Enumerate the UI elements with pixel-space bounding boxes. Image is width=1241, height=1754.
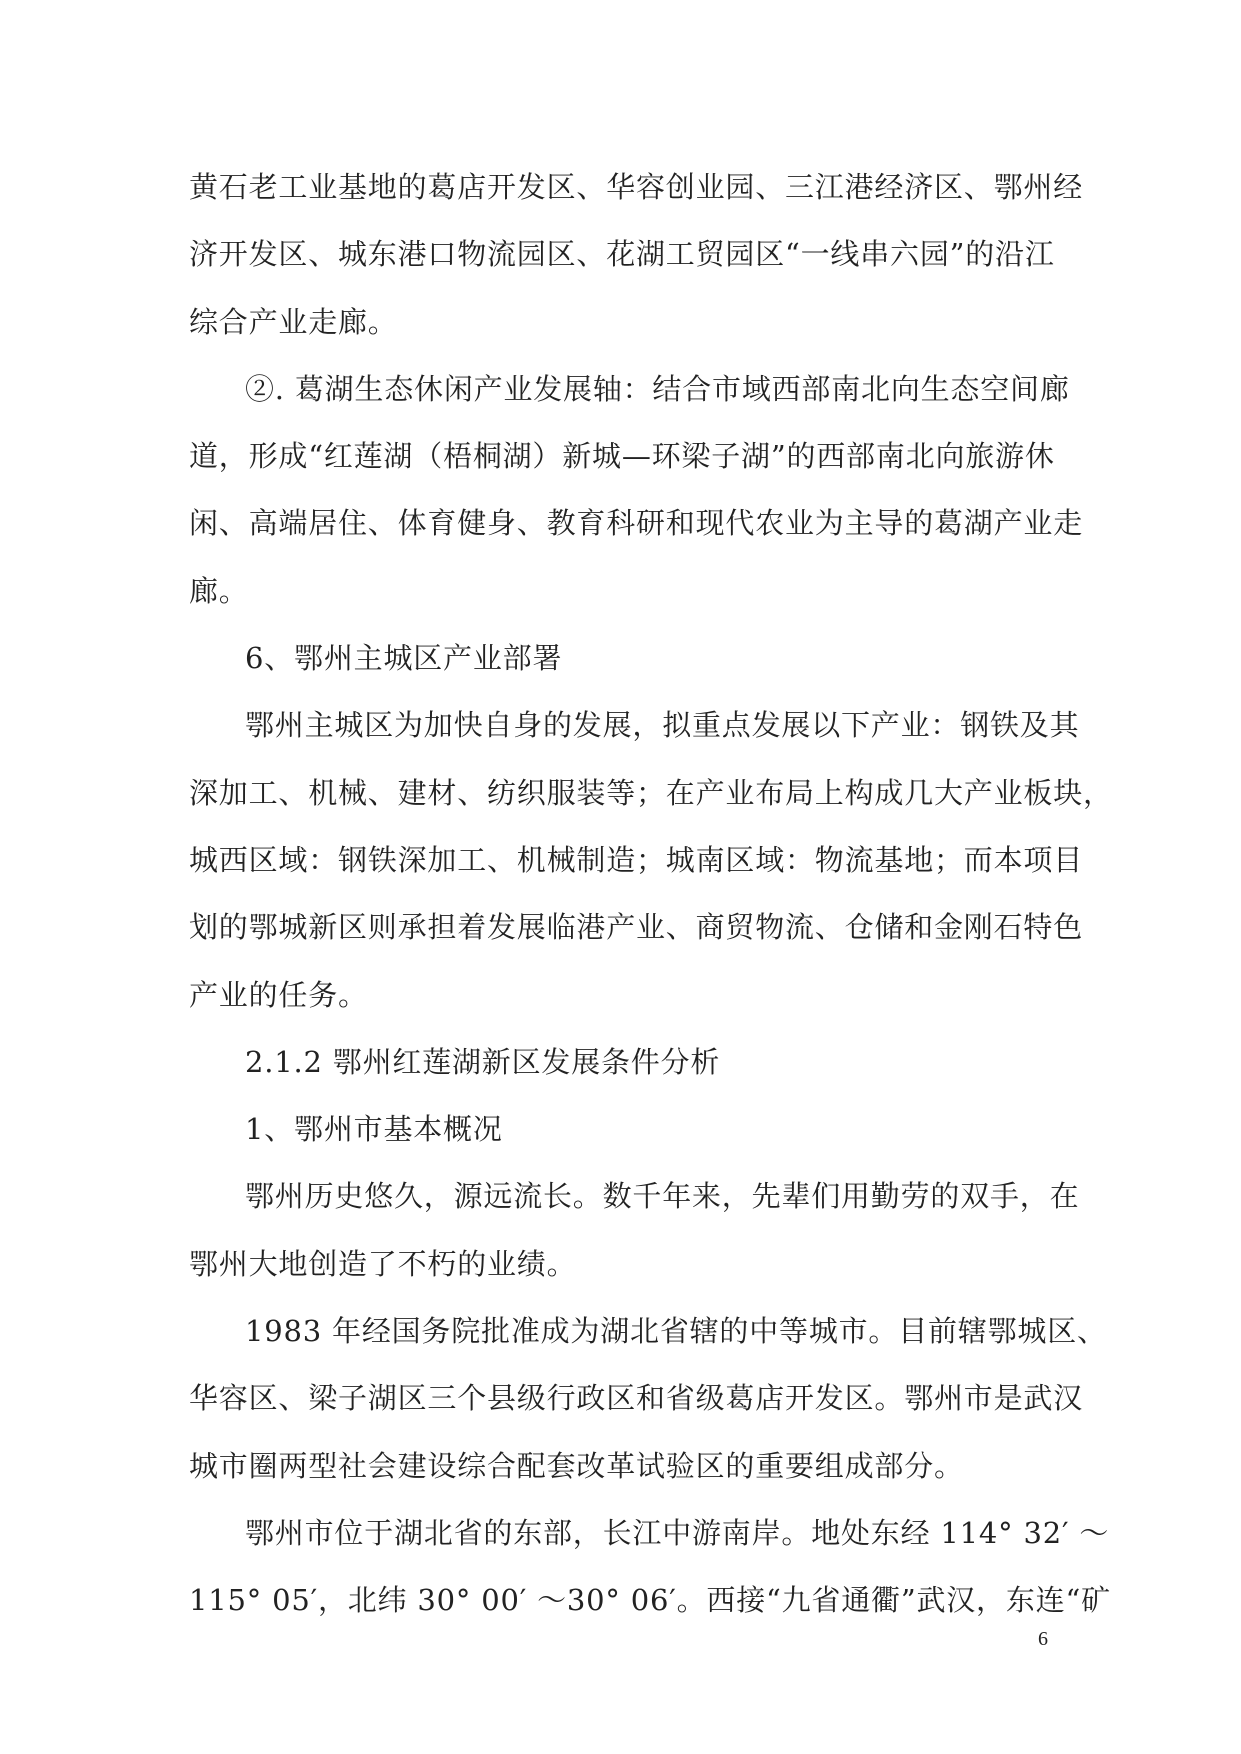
text-line: 鄂州大地创造了不朽的业绩。 <box>189 1246 577 1281</box>
text-line: 城西区域：钢铁深加工、机械制造；城南区域：物流基地；而本项目 <box>189 842 1084 877</box>
text-line: 鄂州主城区为加快自身的发展，拟重点发展以下产业：钢铁及其 <box>245 708 1080 743</box>
text-line: 闲、高端居住、体育健身、教育科研和现代农业为主导的葛湖产业走 <box>189 506 1084 541</box>
text-line: 城市圈两型社会建设综合配套改革试验区的重要组成部分。 <box>189 1448 964 1483</box>
text-line: 划的鄂城新区则承担着发展临港产业、商贸物流、仓储和金刚石特色 <box>189 910 1084 945</box>
text-line: 黄石老工业基地的葛店开发区、华容创业园、三江港经济区、鄂州经 <box>189 170 1084 204</box>
text-line: 廊。 <box>189 573 249 608</box>
text-line: 深加工、机械、建材、纺织服装等；在产业布局上构成几大产业板块， <box>189 775 1113 810</box>
text-line: 鄂州市位于湖北省的东部，长江中游南岸。地处东经 114° 32′ ～ <box>245 1515 1110 1550</box>
text-line: 115° 05′，北纬 30° 00′ ～30° 06′。西接“九省通衢”武汉，东连“矿 <box>189 1583 1111 1618</box>
section-heading: 6、鄂州主城区产业部署 <box>245 641 563 676</box>
text-line: 道，形成“红莲湖（梧桐湖）新城—环梁子湖”的西部南北向旅游休 <box>189 439 1055 474</box>
text-line: ②. 葛湖生态休闲产业发展轴：结合市域西部南北向生态空间廊 <box>245 371 1070 406</box>
text-line: 华容区、梁子湖区三个县级行政区和省级葛店开发区。鄂州市是武汉 <box>189 1381 1084 1416</box>
text-line: 鄂州历史悠久，源远流长。数千年来，先辈们用勤劳的双手，在 <box>245 1179 1080 1214</box>
text-line: 综合产业走廊。 <box>189 304 398 339</box>
text-line: 产业的任务。 <box>189 977 368 1012</box>
subsection-heading: 2.1.2 鄂州红莲湖新区发展条件分析 <box>245 1044 721 1079</box>
body-text <box>189 154 1113 1635</box>
text-line: 济开发区、城东港口物流园区、花湖工贸园区“一线串六园”的沿江 <box>189 237 1055 272</box>
page-number: 6 <box>1038 1628 1048 1650</box>
text-line: 1983 年经国务院批准成为湖北省辖的中等城市。目前辖鄂城区、 <box>245 1314 1107 1349</box>
section-heading: 1、鄂州市基本概况 <box>245 1112 503 1147</box>
